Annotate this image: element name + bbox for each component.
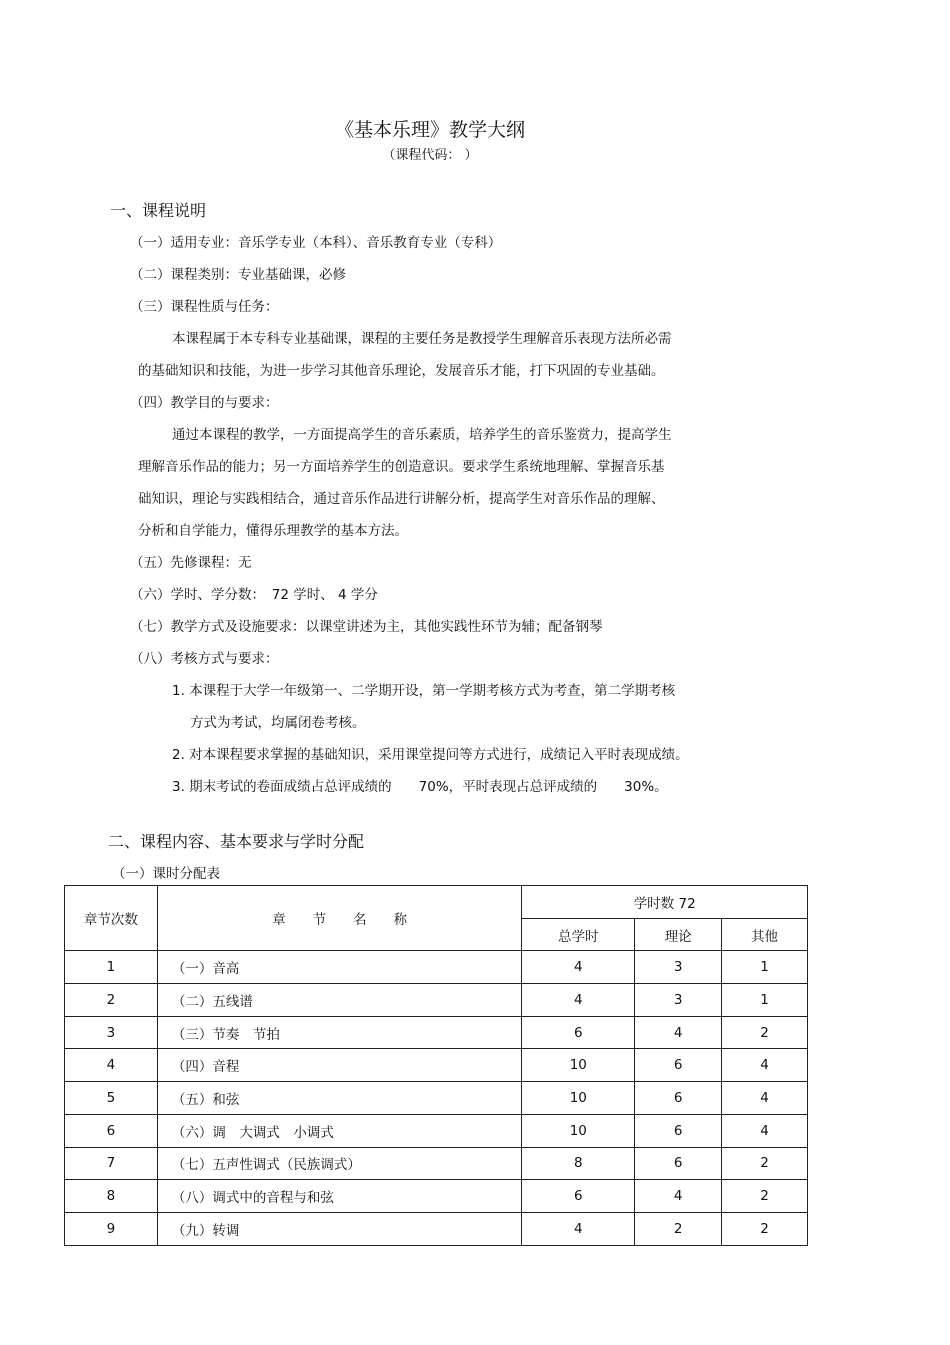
document-title: 《基本乐理》教学大纲 — [334, 119, 525, 141]
cell-theory: 4 — [635, 1016, 722, 1049]
course-nature-text-2: 的基础知识和技能，为进一步学习其他音乐理论，发展音乐才能，打下巩固的专业基础。 — [138, 363, 665, 379]
cell-total: 4 — [522, 1212, 635, 1245]
cell-no: 2 — [65, 984, 158, 1017]
course-category: （二）课程类别：专业基础课，必修 — [130, 267, 346, 283]
teaching-goals-label: （四）教学目的与要求： — [130, 395, 279, 411]
assessment-item-2: 2. 对本课程要求掌握的基础知识，采用课堂提问等方式进行，成绩记入平时表现成绩。 — [172, 747, 689, 763]
cell-theory: 6 — [635, 1049, 722, 1082]
header-hours: 学时数 72 — [522, 886, 808, 919]
cell-other: 2 — [722, 1016, 808, 1049]
cell-no: 3 — [65, 1016, 158, 1049]
cell-other: 4 — [722, 1114, 808, 1147]
teaching-goals-text-3: 础知识，理论与实践相结合，通过音乐作品进行讲解分析，提高学生对音乐作品的理解、 — [138, 491, 665, 507]
cell-name: （三）节奏 节拍 — [157, 1016, 522, 1049]
table-row — [65, 1147, 808, 1180]
cell-name: （一）音高 — [157, 951, 522, 984]
cell-total: 6 — [522, 1016, 635, 1049]
assessment-item-1b: 方式为考试，均属闭卷考核。 — [190, 715, 366, 731]
cell-name: （四）音程 — [157, 1049, 522, 1082]
assessment-label: （八）考核方式与要求： — [130, 651, 279, 667]
cell-name: （二）五线谱 — [157, 984, 522, 1017]
cell-theory: 3 — [635, 951, 722, 984]
table-row — [65, 1180, 808, 1213]
cell-theory: 4 — [635, 1180, 722, 1213]
teaching-goals-text-2: 理解音乐作品的能力；另一方面培养学生的创造意识。要求学生系统地理解、掌握音乐基 — [138, 459, 665, 475]
cell-theory: 6 — [635, 1082, 722, 1115]
cell-total: 10 — [522, 1049, 635, 1082]
table-row — [65, 951, 808, 984]
table-row — [65, 1016, 808, 1049]
teaching-goals-text-1: 通过本课程的教学，一方面提高学生的音乐素质，培养学生的音乐鉴赏力，提高学生 — [172, 427, 672, 443]
assessment-item-3: 3. 期末考试的卷面成绩占总评成绩的 70%，平时表现占总评成绩的 30%。 — [172, 779, 668, 795]
cell-name: （八）调式中的音程与和弦 — [157, 1180, 522, 1213]
header-theory: 理论 — [635, 918, 722, 951]
cell-no: 1 — [65, 951, 158, 984]
teaching-goals-text-4: 分析和自学能力，懂得乐理教学的基本方法。 — [138, 523, 408, 539]
hours-allocation-table — [64, 885, 808, 1246]
cell-other: 2 — [722, 1212, 808, 1245]
course-code: （课程代码： ） — [382, 148, 478, 163]
cell-total: 8 — [522, 1147, 635, 1180]
cell-total: 10 — [522, 1114, 635, 1147]
cell-no: 5 — [65, 1082, 158, 1115]
table-row — [65, 984, 808, 1017]
cell-theory: 6 — [635, 1114, 722, 1147]
applicable-major: （一）适用专业：音乐学专业（本科）、音乐教育专业（专科） — [130, 235, 502, 251]
cell-name: （七）五声性调式（民族调式） — [157, 1147, 522, 1180]
cell-total: 10 — [522, 1082, 635, 1115]
teaching-method: （七）教学方式及设施要求：以课堂讲述为主，其他实践性环节为辅；配备钢琴 — [130, 619, 603, 635]
header-chapter-name: 章 节 名 称 — [157, 886, 522, 951]
cell-no: 7 — [65, 1147, 158, 1180]
cell-name: （六）调 大调式 小调式 — [157, 1114, 522, 1147]
cell-other: 1 — [722, 951, 808, 984]
cell-theory: 2 — [635, 1212, 722, 1245]
section-2-heading: 二、课程内容、基本要求与学时分配 — [108, 832, 365, 851]
cell-other: 4 — [722, 1049, 808, 1082]
table-row — [65, 1049, 808, 1082]
course-nature-label: （三）课程性质与任务： — [130, 299, 279, 315]
cell-theory: 6 — [635, 1147, 722, 1180]
cell-other: 4 — [722, 1082, 808, 1115]
section-1-heading: 一、课程说明 — [110, 201, 207, 220]
cell-name: （九）转调 — [157, 1212, 522, 1245]
cell-no: 4 — [65, 1049, 158, 1082]
hours-table-caption: （一）课时分配表 — [112, 866, 220, 882]
cell-no: 9 — [65, 1212, 158, 1245]
cell-total: 4 — [522, 984, 635, 1017]
cell-total: 6 — [522, 1180, 635, 1213]
cell-total: 4 — [522, 951, 635, 984]
table-row — [65, 1212, 808, 1245]
course-nature-text-1: 本课程属于本专科专业基础课，课程的主要任务是教授学生理解音乐表现方法所必需 — [172, 331, 672, 347]
prerequisite: （五）先修课程：无 — [130, 555, 252, 571]
cell-no: 6 — [65, 1114, 158, 1147]
table-row — [65, 1114, 808, 1147]
cell-other: 2 — [722, 1180, 808, 1213]
cell-no: 8 — [65, 1180, 158, 1213]
table-row — [65, 1082, 808, 1115]
cell-other: 1 — [722, 984, 808, 1017]
header-other: 其他 — [722, 918, 808, 951]
cell-theory: 3 — [635, 984, 722, 1017]
assessment-item-1a: 1. 本课程于大学一年级第一、二学期开设，第一学期考核方式为考查，第二学期考核 — [172, 683, 676, 699]
hours-credits: （六）学时、学分数： 72 学时、 4 学分 — [130, 587, 378, 603]
cell-name: （五）和弦 — [157, 1082, 522, 1115]
cell-other: 2 — [722, 1147, 808, 1180]
header-total-hours: 总学时 — [522, 918, 635, 951]
header-chapter-number: 章节次数 — [65, 886, 158, 951]
